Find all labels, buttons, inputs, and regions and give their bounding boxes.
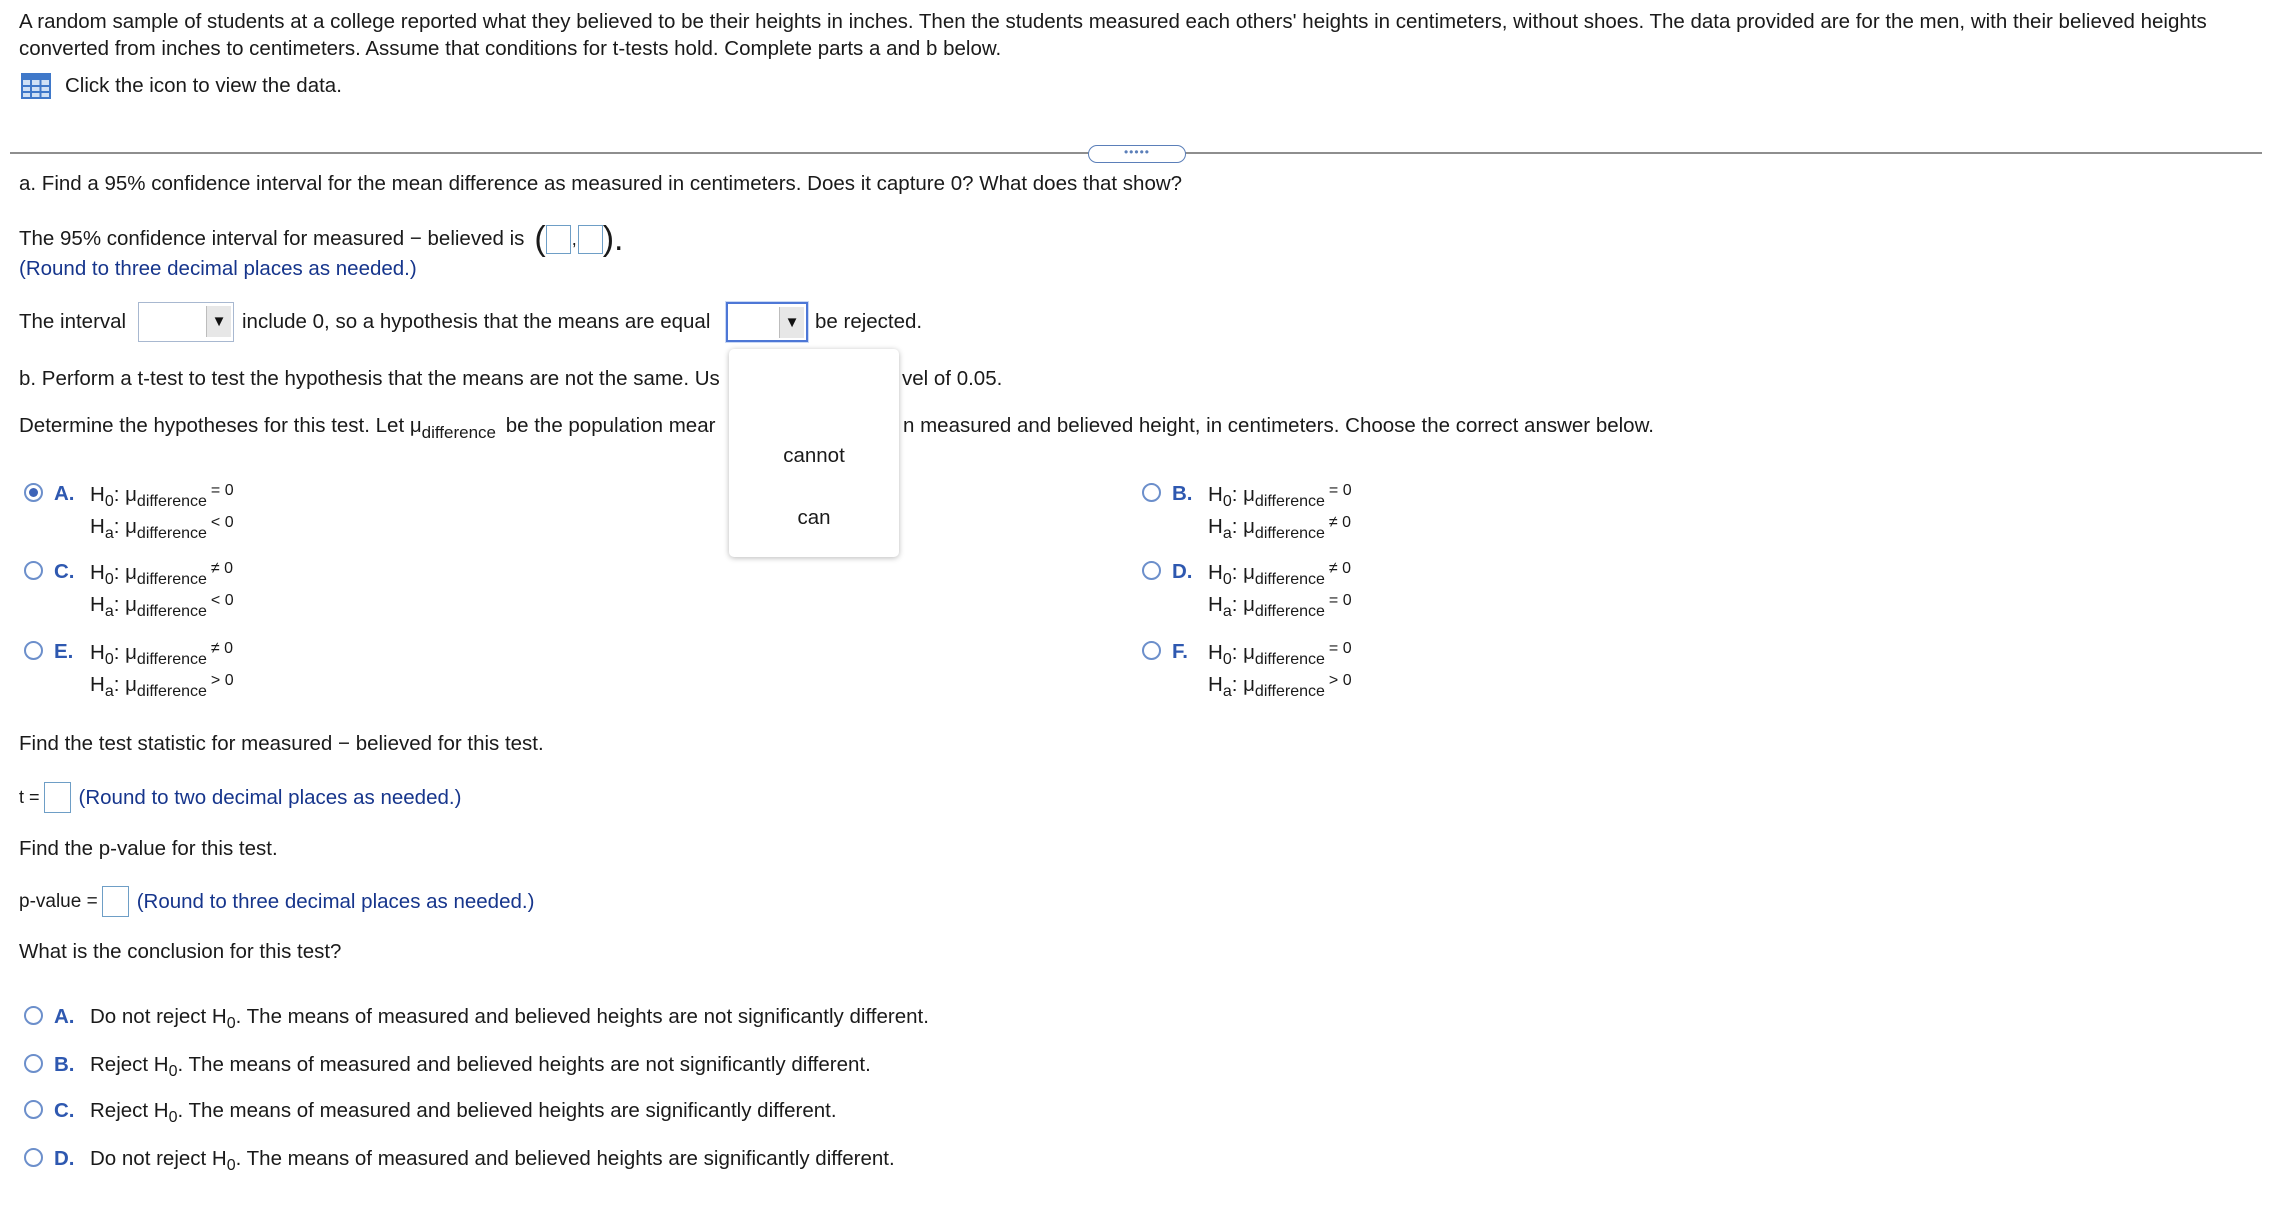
conclusion-letter[interactable]: A. <box>54 1005 75 1028</box>
h-subscript: 0 <box>168 1109 178 1126</box>
conclusion-text-start[interactable]: Do not reject H <box>90 1147 227 1170</box>
mu-symbol: : μ <box>113 673 137 696</box>
hypothesis-alternative <box>90 592 234 621</box>
hypothesis-null <box>90 560 233 589</box>
relation-symbol: ≠ 0 <box>210 560 234 577</box>
hypothesis-null <box>90 482 234 511</box>
mu-subscript: difference <box>136 493 207 510</box>
mu-symbol: : μ <box>1231 673 1255 696</box>
relation-symbol: = 0 <box>1328 640 1352 657</box>
mu-subscript: difference <box>136 651 207 668</box>
reject-dropdown[interactable] <box>726 302 808 342</box>
hypothesis-alternative <box>90 672 234 701</box>
conclusion-text-end[interactable]: . The means of measured and believed heights are significantly different. <box>235 1147 895 1170</box>
part-b-question-right: vel of 0.05. <box>902 367 1003 390</box>
t-label: t = <box>19 787 40 807</box>
hypothesis-alternative <box>1208 514 1351 543</box>
conclusion-radio-b[interactable] <box>24 1054 43 1073</box>
hypothesis-radio-e[interactable] <box>24 641 43 660</box>
test-stat-prompt: Find the test statistic for measured − believed for this test. <box>19 732 544 755</box>
conclusion-prompt: What is the conclusion for this test? <box>19 940 342 963</box>
interval-prefix: The interval <box>19 310 127 333</box>
p-label: p-value = <box>19 890 98 912</box>
h-symbol: H <box>90 673 105 696</box>
hypothesis-null <box>1208 482 1352 511</box>
interval-suffix: be rejected. <box>815 310 923 333</box>
mu-symbol: : μ <box>1231 641 1255 664</box>
data-table-icon[interactable] <box>21 73 51 99</box>
ci-comma: , <box>571 228 577 249</box>
dropdown-menu <box>729 349 899 557</box>
h-subscript: a <box>104 603 114 620</box>
mu-subscript: difference <box>1254 651 1325 668</box>
conclusion-radio-d[interactable] <box>24 1148 43 1167</box>
mu-subscript: difference <box>1254 603 1325 620</box>
conclusion-text-end[interactable]: . The means of measured and believed heights are not significantly different. <box>235 1005 929 1028</box>
mu-subscript: difference <box>136 603 207 620</box>
hypothesis-alternative <box>1208 672 1352 701</box>
hypotheses-prompt-right: n measured and believed height, in centimeters. Choose the correct answer below. <box>903 414 1654 437</box>
mu-symbol: : μ <box>1231 561 1255 584</box>
ci-round-note: (Round to three decimal places as needed.) <box>19 257 417 280</box>
hypothesis-null <box>1208 640 1352 669</box>
conclusion-text[interactable] <box>90 1099 837 1127</box>
hypothesis-alternative <box>90 514 234 543</box>
conclusion-text[interactable] <box>90 1053 871 1081</box>
mu-symbol: : μ <box>113 641 137 664</box>
ci-lower-input[interactable] <box>546 225 571 254</box>
relation-symbol: = 0 <box>1328 592 1352 609</box>
h-subscript: a <box>1222 603 1232 620</box>
h-subscript: a <box>104 525 114 542</box>
h-subscript: 0 <box>1222 651 1232 668</box>
conclusion-text[interactable] <box>90 1147 895 1175</box>
h-subscript: 0 <box>1222 571 1232 588</box>
interval-middle-text: include 0, so a hypothesis that the means are equal <box>242 310 711 333</box>
conclusion-text-start[interactable]: Reject H <box>90 1099 169 1122</box>
mu-subscript: difference <box>136 525 207 542</box>
h-subscript: 0 <box>104 493 114 510</box>
relation-symbol: ≠ 0 <box>1328 514 1352 531</box>
relation-symbol: > 0 <box>1328 672 1352 689</box>
conclusion-letter[interactable]: D. <box>54 1147 75 1170</box>
hypothesis-letter[interactable]: B. <box>1172 482 1193 505</box>
dropdown-option-cannot[interactable]: cannot <box>783 444 845 467</box>
h-subscript: a <box>104 683 114 700</box>
h-subscript: 0 <box>104 651 114 668</box>
part-a-question: a. Find a 95% confidence interval for the mean difference as measured in centimeters. Does it capture 0? What does that show? <box>19 172 1183 195</box>
h-symbol: H <box>1208 593 1223 616</box>
h-symbol: H <box>90 515 105 538</box>
mu-subscript: difference <box>136 683 207 700</box>
hypotheses-prompt <box>19 414 715 443</box>
relation-symbol: < 0 <box>210 592 234 609</box>
h-symbol: H <box>1208 673 1223 696</box>
hypothesis-letter[interactable]: A. <box>54 482 75 505</box>
relation-symbol: = 0 <box>1328 482 1352 499</box>
relation-symbol: = 0 <box>210 482 234 499</box>
hypothesis-radio-f[interactable] <box>1142 641 1161 660</box>
p-value-input[interactable] <box>102 886 129 917</box>
dropdown-arrow-icon[interactable]: ▼ <box>206 306 231 337</box>
mu-symbol: : μ <box>113 483 137 506</box>
interval-include-dropdown[interactable] <box>138 302 234 342</box>
hypothesis-null <box>90 640 233 669</box>
ci-open-paren: ( <box>534 220 546 258</box>
ci-row <box>19 220 624 258</box>
mu-subscript: difference <box>1254 571 1325 588</box>
h-symbol: H <box>1208 641 1223 664</box>
hypothesis-null <box>1208 560 1351 589</box>
h-subscript: 0 <box>226 1015 236 1032</box>
h-subscript: 0 <box>104 571 114 588</box>
mu-symbol: : μ <box>1231 593 1255 616</box>
h-symbol: H <box>90 561 105 584</box>
t-round-note: (Round to two decimal places as needed.) <box>78 785 462 809</box>
hypothesis-alternative <box>1208 592 1352 621</box>
p-round-note: (Round to three decimal places as needed.) <box>136 889 535 913</box>
t-input[interactable] <box>44 782 71 813</box>
conclusion-text-end[interactable]: . The means of measured and believed heights are significantly different. <box>177 1099 837 1122</box>
view-data-link[interactable] <box>21 73 342 99</box>
hypotheses-prompt-middle: be the population mear <box>505 414 716 437</box>
mu-symbol: : μ <box>113 515 137 538</box>
h-subscript: 0 <box>168 1063 178 1080</box>
t-row <box>19 782 461 813</box>
conclusion-text-end[interactable]: . The means of measured and believed heights are not significantly different. <box>177 1053 871 1076</box>
relation-symbol: ≠ 0 <box>210 640 234 657</box>
conclusion-letter[interactable]: C. <box>54 1099 75 1122</box>
h-symbol: H <box>1208 483 1223 506</box>
mu-symbol: : μ <box>113 561 137 584</box>
relation-symbol: > 0 <box>210 672 234 689</box>
p-value-prompt: Find the p-value for this test. <box>19 837 278 860</box>
part-b-question: b. Perform a t-test to test the hypothesis that the means are not the same. Us <box>19 367 720 390</box>
h-subscript: 0 <box>1222 493 1232 510</box>
relation-symbol: < 0 <box>210 514 234 531</box>
conclusion-text-start[interactable]: Do not reject H <box>90 1005 227 1028</box>
hypothesis-letter[interactable]: F. <box>1172 640 1188 663</box>
h-symbol: H <box>1208 561 1223 584</box>
conclusion-radio-c[interactable] <box>24 1100 43 1119</box>
h-subscript: a <box>1222 525 1232 542</box>
h-symbol: H <box>90 483 105 506</box>
hypothesis-radio-a[interactable] <box>24 483 43 502</box>
mu-subscript: difference <box>1254 525 1325 542</box>
h-subscript: 0 <box>226 1157 236 1174</box>
hypotheses-prompt-start: Determine the hypotheses for this test. Let μ <box>19 414 422 437</box>
problem-intro: A random sample of students at a college reported what they believed to be their heights in inches. Then the students measured each others' heights in centimeters, without shoes. The data provided are for the men, with their believed heights converted from inches to centimeters. Assume that conditions for t-tests hold. Complete parts a and b below. <box>19 10 2207 60</box>
mu-subscript: difference <box>1254 493 1325 510</box>
mu-symbol: : μ <box>1231 483 1255 506</box>
dropdown-arrow-icon[interactable]: ▼ <box>779 307 804 338</box>
hypothesis-radio-d[interactable] <box>1142 561 1161 580</box>
hypothesis-radio-b[interactable] <box>1142 483 1161 502</box>
mu-symbol: : μ <box>1231 515 1255 538</box>
ci-close-paren: ). <box>602 220 624 258</box>
h-symbol: H <box>90 593 105 616</box>
relation-symbol: ≠ 0 <box>1328 560 1352 577</box>
ci-prefix: The 95% confidence interval for measured − believed is <box>19 227 525 250</box>
hypothesis-letter[interactable]: E. <box>54 640 74 663</box>
hypothesis-letter[interactable]: C. <box>54 560 75 583</box>
expand-collapse-handle[interactable]: ••••• <box>1088 145 1186 163</box>
mu-subscript: difference <box>421 423 497 442</box>
conclusion-radio-a[interactable] <box>24 1006 43 1025</box>
hypothesis-radio-c[interactable] <box>24 561 43 580</box>
h-subscript: a <box>1222 683 1232 700</box>
conclusion-text[interactable] <box>90 1005 929 1033</box>
p-row <box>19 886 534 917</box>
mu-symbol: : μ <box>113 593 137 616</box>
hypothesis-letter[interactable]: D. <box>1172 560 1193 583</box>
mu-subscript: difference <box>1254 683 1325 700</box>
conclusion-text-start[interactable]: Reject H <box>90 1053 169 1076</box>
ci-upper-input[interactable] <box>578 225 603 254</box>
dropdown-option-can[interactable]: can <box>797 506 831 529</box>
h-symbol: H <box>1208 515 1223 538</box>
mu-subscript: difference <box>136 571 207 588</box>
h-symbol: H <box>90 641 105 664</box>
conclusion-letter[interactable]: B. <box>54 1053 75 1076</box>
view-data-label[interactable]: Click the icon to view the data. <box>65 74 342 97</box>
